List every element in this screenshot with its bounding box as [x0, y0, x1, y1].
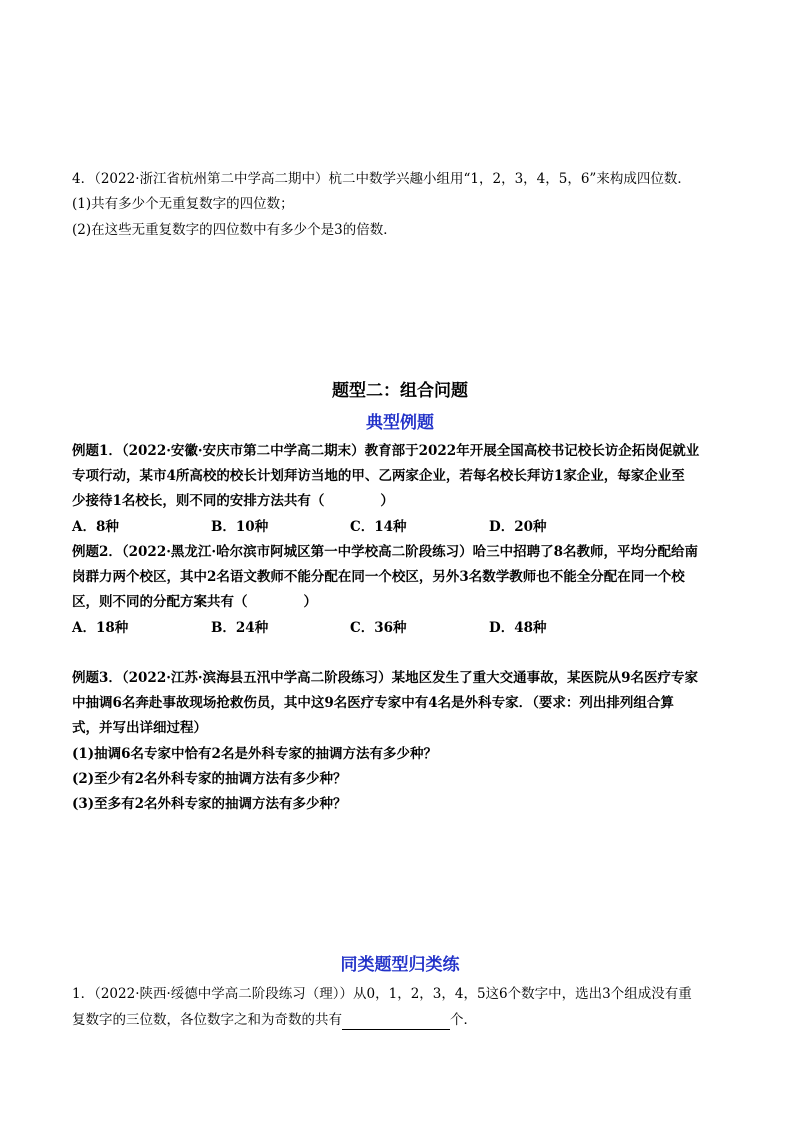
practice-q1-unit: 个．: [450, 1012, 477, 1028]
example3-line2: 中抽调6名奔赴事故现场抢救伤员，其中这9名医疗专家中有4名是外科专家．（要求：列出排列组合算: [72, 695, 674, 711]
example1-option-c: C．14种: [350, 519, 407, 535]
example1-line3-close: ）: [380, 493, 394, 509]
q4-stem: 4．（2022·浙江省杭州第二中学高二期中）杭二中数学兴趣小组用“1，2，3，4，5，6”来构成四位数．: [72, 171, 691, 187]
example1-option-b: B．10种: [211, 519, 269, 535]
example1-line1: 例题1．（2022·安徽·安庆市第二中学高二期末）教育部于2022年开展全国高校书记校长访企拓岗促就业: [72, 443, 700, 459]
q4-sub1: (1)共有多少个无重复数字的四位数；: [72, 196, 294, 212]
example2-options: [72, 618, 547, 638]
example3-line1: 例题3．（2022·江苏·滨海县五汛中学高二阶段练习）某地区发生了重大交通事故，某医院从9名医疗专家: [72, 670, 699, 686]
example2-line3-text: 区，则不同的分配方案共有（: [72, 594, 248, 610]
example2-option-b: B．24种: [211, 620, 269, 636]
example3-line3: 式，并写出详细过程）: [72, 720, 207, 736]
example3-sub1: (1)抽调6名专家中恰有2名是外科专家的抽调方法有多少种？: [72, 746, 437, 762]
example2-option-d: D．48种: [489, 620, 547, 636]
practice-q1-line2: [72, 1010, 477, 1030]
example2-option-c: C．36种: [350, 620, 407, 636]
example3-sub2: (2)至少有2名外科专家的抽调方法有多少种？: [72, 771, 347, 787]
q4-sub2: (2)在这些无重复数字的四位数中有多少个是3的倍数．: [72, 222, 397, 238]
example2-line1: 例题2．（2022·黑龙江·哈尔滨市阿城区第一中学校高二阶段练习）哈三中招聘了8名教师，平均分配给南: [72, 544, 699, 560]
example2-line3: [72, 592, 317, 612]
practice-q1-line1: 1．（2022·陕西·绥德中学高二阶段练习（理））从0，1，2，3，4，5这6个数字中，选出3个组成没有重: [72, 986, 692, 1002]
example2-option-a: A．18种: [72, 620, 129, 636]
practice-q1-text: 复数字的三位数，各位数字之和为奇数的共有: [72, 1012, 342, 1028]
example1-line2: 专项行动，某市4所高校的校长计划拜访当地的甲、乙两家企业，若每名校长拜访1家企业，每家企业至: [72, 468, 685, 484]
example2-line3-close: ）: [303, 594, 317, 610]
section-title: 题型二：组合问题: [332, 381, 468, 401]
example1-option-d: D．20种: [489, 519, 547, 535]
example2-line2: 岗群力两个校区，其中2名语文教师不能分配在同一个校区，另外3名数学教师也不能全分配在同一个校: [72, 569, 685, 585]
example1-options: [72, 517, 547, 537]
answer-blank-line: [342, 1014, 450, 1030]
example3-sub3: (3)至多有2名外科专家的抽调方法有多少种？: [72, 796, 347, 812]
example1-line3: [72, 491, 394, 511]
section-subtitle: 典型例题: [366, 413, 434, 433]
practice-title: 同类题型归类练: [340, 955, 460, 975]
example1-line3-text: 少接待1名校长，则不同的安排方法共有（: [72, 493, 325, 509]
example1-option-a: A．8种: [72, 519, 119, 535]
